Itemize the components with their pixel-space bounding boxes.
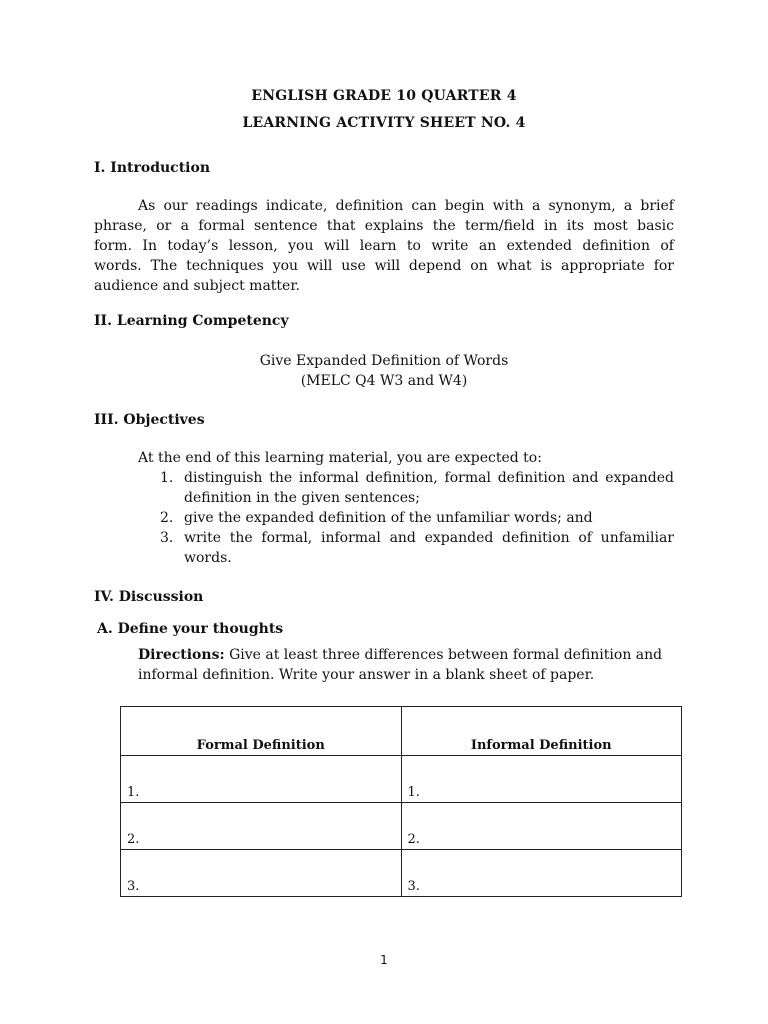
list-text: distinguish the informal definition, formal definition and expanded definition in the given sentences;: [184, 470, 674, 506]
table-header-row: [121, 707, 682, 756]
paragraph-line: form. In today’s lesson, you will learn to write an extended definition of: [94, 238, 674, 254]
competency-text: Give Expanded Definition of Words: [259, 353, 509, 369]
table-cell: 1.: [401, 756, 682, 803]
list-number: 1.: [160, 470, 174, 486]
list-number: 2.: [160, 510, 174, 526]
introduction-heading: I. Introduction: [94, 160, 210, 176]
table-cell: 3.: [401, 850, 682, 897]
table-row: [121, 850, 682, 897]
table-cell: 1.: [121, 756, 402, 803]
objectives-heading: III. Objectives: [94, 412, 205, 428]
discussion-heading: IV. Discussion: [94, 589, 204, 605]
paragraph-line: words. The techniques you will use will depend on what is appropriate for: [94, 258, 674, 274]
document-title: ENGLISH GRADE 10 QUARTER 4: [251, 88, 517, 104]
list-text: write the formal, informal and expanded definition of unfamiliar words.: [184, 530, 674, 566]
objectives-list: [160, 468, 674, 568]
list-item: [160, 528, 674, 568]
informal-definition-header: Informal Definition: [401, 707, 682, 756]
directions-label: Directions:: [138, 647, 225, 663]
list-text: give the expanded definition of the unfamiliar words; and: [184, 510, 593, 526]
paragraph-line: phrase, or a formal sentence that explains the term/field in its most basic: [94, 218, 674, 234]
paragraph-line: audience and subject matter.: [94, 278, 300, 294]
list-item: [160, 508, 674, 528]
table-cell: 2.: [121, 803, 402, 850]
directions-text: [138, 645, 668, 685]
document-subtitle: LEARNING ACTIVITY SHEET NO. 4: [242, 115, 526, 131]
table-cell: 2.: [401, 803, 682, 850]
formal-definition-header: Formal Definition: [121, 707, 402, 756]
table-row: [121, 756, 682, 803]
competency-heading: II. Learning Competency: [94, 313, 289, 329]
list-item: [160, 468, 674, 508]
introduction-paragraph: [94, 196, 674, 296]
definition-table: [120, 706, 682, 897]
activity-subheading: A. Define your thoughts: [97, 621, 284, 637]
directions-body: Give at least three differences between formal definition and informal definition. Write your answer in a blank sheet of paper.: [138, 647, 663, 683]
page-number: 1: [380, 953, 388, 967]
competency-code: (MELC Q4 W3 and W4): [300, 373, 468, 389]
list-number: 3.: [160, 530, 174, 546]
table-cell: 3.: [121, 850, 402, 897]
paragraph-line: As our readings indicate, definition can begin with a synonym, a brief: [138, 198, 674, 214]
table-row: [121, 803, 682, 850]
objectives-intro: At the end of this learning material, you are expected to:: [138, 450, 542, 466]
